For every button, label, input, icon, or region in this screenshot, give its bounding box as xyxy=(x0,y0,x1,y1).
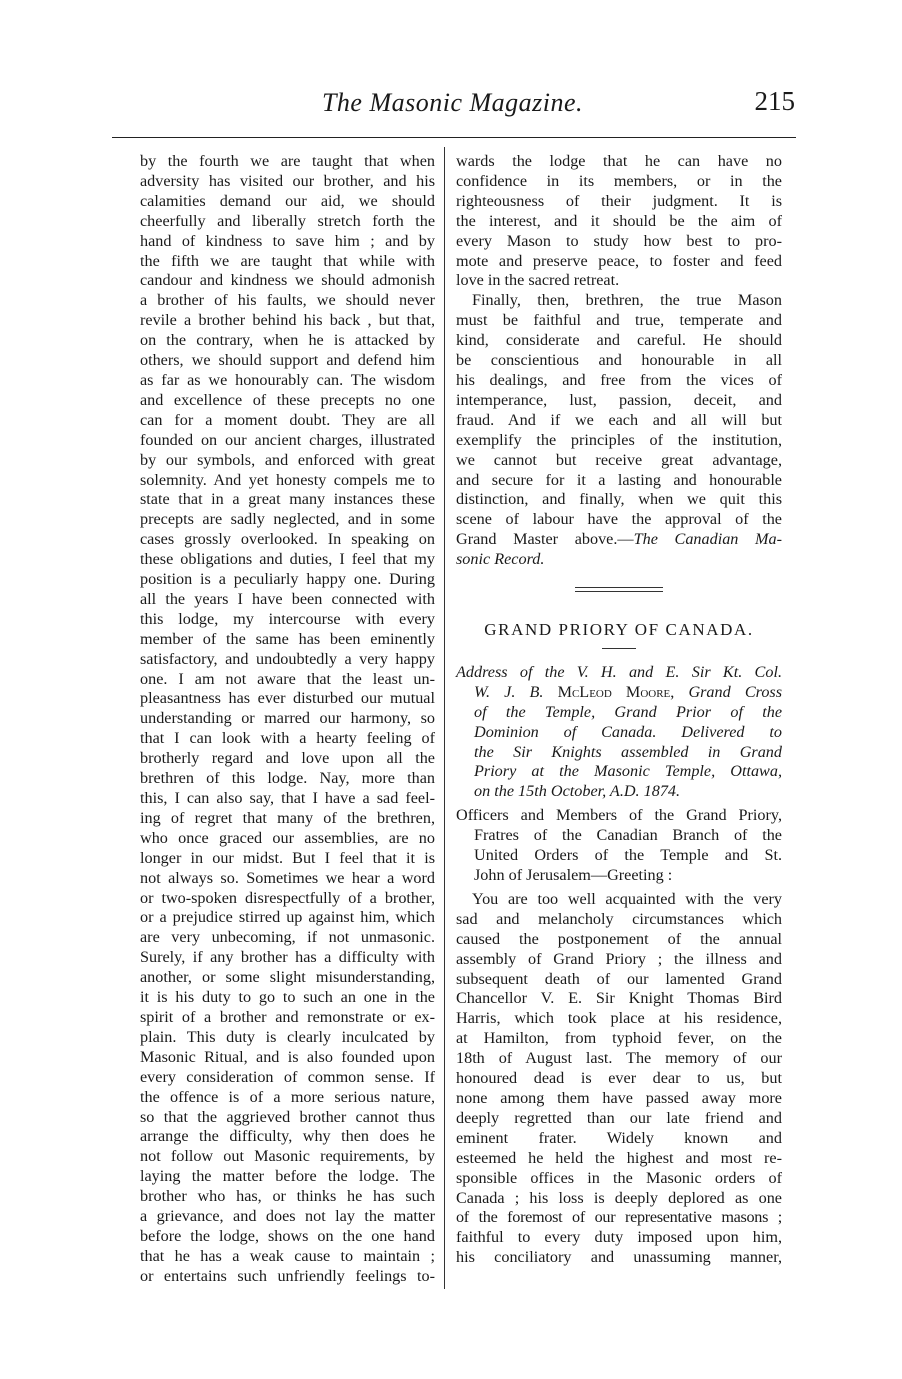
text-line: adversity has visited our brother, and his xyxy=(140,171,435,190)
salutation-line: John of Jerusalem—Greeting : xyxy=(474,866,673,884)
text-line: not always so. Sometimes we hear a word xyxy=(140,868,435,887)
text-line: at Hamilton, from typhoid fever, on the xyxy=(456,1029,782,1048)
text-line: revile a brother behind his back , but that, xyxy=(140,311,435,330)
text-line: satisfactory, and undoubtedly a very happy xyxy=(140,649,435,668)
address-line: Dominion of Canada. Delivered to xyxy=(474,722,782,741)
text-line: every Mason to study how best to pro- xyxy=(456,231,782,250)
text-line: are very unbecoming, if not unmasonic. xyxy=(140,928,435,947)
column-divider xyxy=(444,147,445,1289)
text-line: honoured dead is ever dear to us, but xyxy=(456,1069,782,1088)
text-line: by our symbols, and enforced with great xyxy=(140,450,435,469)
header-rule xyxy=(112,137,796,138)
text-line: fraud. And if we each and all will but xyxy=(456,410,782,429)
salutation-line: Officers and Members of the Grand Priory, xyxy=(456,806,782,825)
author-name: McLeod Moore, xyxy=(557,682,675,701)
text-line: we cannot but receive great advantage, xyxy=(456,450,782,469)
text-line: one. I am not aware that the least un- xyxy=(140,669,435,688)
magazine-title: The Masonic Magazine. xyxy=(321,88,584,117)
text-line: can for a moment doubt. They are all xyxy=(140,410,435,429)
text-line: candour and kindness we should admonish xyxy=(140,271,435,290)
text-line: brotherly regard and love upon all the xyxy=(140,749,435,768)
text-line: exemplify the principles of the institution, xyxy=(456,430,782,449)
text-line: be conscientious and honourable in all xyxy=(456,351,782,370)
text-line: it is his duty to go to such an one in the xyxy=(140,988,435,1007)
text-line: wards the lodge that he can have no xyxy=(456,152,782,170)
text-line: eminent frater. Widely known and xyxy=(456,1128,782,1147)
text-line: a grievance, and does not lay the matter xyxy=(140,1207,435,1226)
text-line: brother who has, or thinks he has such xyxy=(140,1187,435,1206)
page-number: 215 xyxy=(754,86,795,116)
text-line: the interest, and it should be the aim of xyxy=(456,211,782,230)
text-line: founded on our ancient charges, illustrated xyxy=(140,430,435,449)
address-line: the Sir Knights assembled in Grand xyxy=(474,742,782,761)
text-line: so that the aggrieved brother cannot thus xyxy=(140,1107,435,1126)
text-line: Finally, then, brethren, the true Mason xyxy=(472,291,782,310)
text-line: ing of regret that many of the brethren, xyxy=(140,808,435,827)
text-line: as far as we honourably can. The wisdom xyxy=(140,370,435,389)
address-line: Address of the V. H. and E. Sir Kt. Col. xyxy=(456,662,782,681)
text-line: You are too well acquainted with the very xyxy=(472,889,782,908)
salutation-line: United Orders of the Temple and St. xyxy=(474,846,782,865)
text-line: Canada ; his loss is deeply deplored as one xyxy=(456,1188,782,1207)
address-line xyxy=(456,683,782,703)
text-line: every consideration of common sense. If xyxy=(140,1067,435,1086)
text-line: on the contrary, when he is attacked by xyxy=(140,331,435,350)
text-line: 18th of August last. The memory of our xyxy=(456,1049,782,1068)
section-divider xyxy=(575,587,663,592)
text-line: that he has a weak cause to maintain ; xyxy=(140,1246,435,1265)
text-line: pleasantness has ever disturbed our mutual xyxy=(140,689,435,708)
text-line: esteemed he held the highest and most re- xyxy=(456,1148,782,1167)
text-line: understanding or marred our harmony, so xyxy=(140,709,435,728)
source-citation: The Canadian Ma- xyxy=(633,530,782,549)
text-line: longer in our midst. But I feel that it is xyxy=(140,848,435,867)
text-line: calamities demand our aid, we should xyxy=(140,191,435,210)
source-citation: sonic Record. xyxy=(456,550,545,569)
text-line: intemperance, lust, passion, deceit, and xyxy=(456,390,782,409)
text-line: kind, considerate and careful. He should xyxy=(456,331,782,350)
text-line: caused the postponement of the annual xyxy=(456,929,782,948)
text-line: must be faithful and true, temperate and xyxy=(456,311,782,330)
text-line: not follow out Masonic requirements, by xyxy=(140,1147,435,1166)
address-line: on the 15th October, A.D. 1874. xyxy=(474,782,681,801)
text-line xyxy=(456,530,782,550)
text-line: Harris, which took place at his residence, xyxy=(456,1009,782,1028)
text-line: position is a peculiarly happy one. During xyxy=(140,570,435,589)
text-line: all the years I have been connected with xyxy=(140,589,435,608)
text-line: mote and preserve peace, to foster and feed xyxy=(456,251,782,270)
text-line: that I can look with a hearty feeling of xyxy=(140,729,435,748)
text-line: or entertains such unfriendly feelings to- xyxy=(140,1266,435,1285)
text-line: before the lodge, shows on the one hand xyxy=(140,1226,435,1245)
text-line: plain. This duty is clearly inculcated by xyxy=(140,1027,435,1046)
text-line: state that in a great many instances these xyxy=(140,490,435,509)
text-line: cheerfully and liberally stretch forth the xyxy=(140,211,435,230)
text-line: laying the matter before the lodge. The xyxy=(140,1167,435,1186)
text-line: distinction, and finally, when we quit this xyxy=(456,490,782,509)
text-line: cases grossly overlooked. In speaking on xyxy=(140,530,435,549)
text-line: others, we should support and defend him xyxy=(140,351,435,370)
text-line: precepts are sadly neglected, and in some xyxy=(140,510,435,529)
text-line: faithful to every duty imposed upon him, xyxy=(456,1228,782,1247)
text-fragment: W. J. B. xyxy=(474,682,544,701)
text-line: arrange the difficulty, why then does he xyxy=(140,1127,435,1146)
text-line: this, I can also say, that I have a sad feel- xyxy=(140,789,435,807)
text-line: none among them have passed away more xyxy=(456,1088,782,1107)
text-line: and excellence of these precepts no one xyxy=(140,390,435,409)
text-line: Surely, if any brother has a difficulty with xyxy=(140,948,435,967)
text-line: brethren of this lodge. Nay, more than xyxy=(140,769,435,788)
heading-rule xyxy=(602,648,636,649)
text-line: sad and melancholy circumstances which xyxy=(456,909,782,928)
text-line: the offence is of a more serious nature, xyxy=(140,1087,435,1106)
running-header xyxy=(110,86,795,126)
text-line: his conciliatory and unassuming manner, xyxy=(456,1248,782,1267)
text-line: another, or some slight misunderstanding, xyxy=(140,968,435,987)
text-line: Masonic Ritual, and is also founded upon xyxy=(140,1047,435,1066)
text-line: scene of labour have the approval of the xyxy=(456,510,782,529)
address-line: of the Temple, Grand Prior of the xyxy=(474,702,782,721)
text-line: deeply regretted than our late friend and xyxy=(456,1108,782,1127)
text-fragment: Grand Cross xyxy=(688,682,783,701)
text-line: sponsible offices in the Masonic orders of xyxy=(456,1168,782,1187)
text-line: assembly of Grand Priory ; the illness and xyxy=(456,949,782,968)
text-line: Chancellor V. E. Sir Knight Thomas Bird xyxy=(456,989,782,1008)
text-line: subsequent death of our lamented Grand xyxy=(456,969,782,988)
section-heading: GRAND PRIORY OF CANADA. xyxy=(484,620,754,640)
text-line: member of the same has been eminently xyxy=(140,629,435,648)
text-line: and secure for it a lasting and honourable xyxy=(456,470,782,489)
text-line: solemnity. And yet honesty compels me to xyxy=(140,470,435,489)
text-line: righteousness of their judgment. It is xyxy=(456,191,782,210)
text-line: or two-spoken disrespectfully of a brother, xyxy=(140,888,435,907)
text-line: spirit of a brother and remonstrate or ex- xyxy=(140,1007,435,1026)
text-line: who once graced our assemblies, are no xyxy=(140,828,435,847)
text-line: love in the sacred retreat. xyxy=(456,271,620,290)
text-line: by the fourth we are taught that when xyxy=(140,152,435,170)
text-line: of the foremost of our representative masons ; xyxy=(456,1208,782,1227)
text-line: the fifth we are taught that while with xyxy=(140,251,435,270)
text-fragment: Grand Master above.— xyxy=(456,530,634,549)
right-column xyxy=(456,152,782,1268)
text-line: these obligations and duties, I feel that my xyxy=(140,550,435,569)
text-line: his dealings, and free from the vices of xyxy=(456,370,782,389)
address-line: Priory at the Masonic Temple, Ottawa, xyxy=(474,762,782,781)
text-line: or a prejudice stirred up against him, which xyxy=(140,908,435,927)
text-line: hand of kindness to save him ; and by xyxy=(140,231,435,250)
salutation-line: Fratres of the Canadian Branch of the xyxy=(474,826,782,845)
text-line: confidence in its members, or in the xyxy=(456,171,782,190)
text-line: a brother of his faults, we should never xyxy=(140,291,435,310)
left-column xyxy=(140,152,435,1287)
text-line: this lodge, my intercourse with every xyxy=(140,609,435,628)
